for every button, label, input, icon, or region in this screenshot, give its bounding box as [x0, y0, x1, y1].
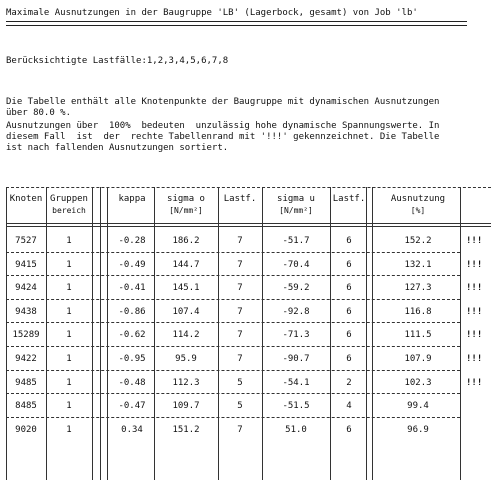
overload-marker: !!!	[466, 354, 483, 364]
table-cell: 109.7	[172, 401, 200, 412]
row-separator	[6, 275, 460, 276]
table-cell: 1	[66, 236, 72, 246]
row-separator	[6, 393, 460, 394]
table-cell: 7527	[15, 236, 37, 246]
table-cell: 9438	[15, 306, 37, 317]
table-cell: 6	[346, 283, 352, 294]
table-cell: -0.47	[118, 401, 146, 412]
table-cell: 1	[66, 377, 72, 388]
table-cell: 6	[346, 424, 352, 435]
description-line: über 80.0 %.	[6, 108, 72, 118]
row-separator	[6, 299, 460, 300]
table-cell: 1	[66, 354, 72, 364]
table-cell: -0.49	[118, 259, 146, 270]
table-cell: 1	[66, 401, 72, 412]
header-cell-unit: [N/mm²]	[279, 206, 313, 215]
table-cell: 7	[237, 424, 243, 435]
table-cell: 7	[237, 330, 243, 341]
table-cell: 6	[346, 330, 352, 341]
column-divider	[460, 187, 461, 480]
table-cell: 15289	[12, 330, 40, 341]
header-cell-unit: [%]	[410, 206, 426, 215]
description-line: ist nach fallenden Ausnutzungen sortiert.	[6, 143, 229, 153]
table-top-rule	[6, 187, 491, 188]
table-cell: 8485	[15, 401, 37, 412]
overload-marker: !!!	[466, 236, 483, 246]
table-cell: -0.86	[118, 306, 146, 317]
table-cell: 6	[346, 236, 352, 246]
table-cell: 6	[346, 306, 352, 317]
table-cell: 9485	[15, 377, 37, 388]
table-cell: 7	[237, 283, 243, 294]
table-cell: 102.3	[404, 377, 432, 388]
header-cell: Lastf.	[223, 194, 257, 204]
header-cell: Ausnutzung	[390, 194, 446, 204]
table-cell: -70.4	[282, 259, 310, 270]
table-cell: 6	[346, 354, 352, 364]
table-cell: -0.48	[118, 377, 146, 388]
table-cell: -0.95	[118, 354, 146, 364]
table-cell: -51.5	[282, 401, 310, 412]
table-cell: 9020	[15, 424, 37, 435]
header-cell: Lastf.	[332, 194, 366, 204]
table-cell: 114.2	[172, 330, 200, 341]
header-cell: kappa	[118, 194, 146, 204]
title-underline	[6, 21, 467, 26]
table-cell: 145.1	[172, 283, 200, 294]
header-cell: Gruppen	[50, 194, 88, 204]
header-cell-unit: [N/mm²]	[169, 206, 203, 215]
table-cell: 96.9	[407, 424, 429, 435]
table-cell: -59.2	[282, 283, 310, 294]
table-cell: 1	[66, 259, 72, 270]
description-line: Die Tabelle enthält alle Knotenpunkte der Baugruppe mit dynamischen Ausnutzungen	[6, 97, 440, 107]
row-separator	[6, 346, 460, 347]
header-cell: sigma u	[277, 194, 315, 204]
table-cell: 7	[237, 259, 243, 270]
table-cell: 112.3	[172, 377, 200, 388]
table-cell: 9424	[15, 283, 37, 294]
row-separator	[6, 322, 460, 323]
table-cell: 7	[237, 354, 243, 364]
table-cell: -0.28	[118, 236, 146, 246]
table-cell: -0.62	[118, 330, 146, 341]
table-cell: 151.2	[172, 424, 200, 435]
row-separator	[6, 370, 460, 371]
load-cases-line: Berücksichtigte Lastfälle:1,2,3,4,5,6,7,8	[6, 56, 229, 66]
header-cell-unit: bereich	[52, 206, 86, 215]
table-cell: 116.8	[404, 306, 432, 317]
overload-marker: !!!	[466, 330, 483, 341]
overload-marker: !!!	[466, 283, 483, 294]
table-cell: 6	[346, 259, 352, 270]
description-line: diesem Fall ist der rechte Tabellenrand mit '!!!' gekennzeichnet. Die Tabelle	[6, 132, 440, 142]
table-cell: 95.9	[175, 354, 197, 364]
table-cell: 7	[237, 236, 243, 246]
row-separator	[6, 252, 460, 253]
table-cell: -54.1	[282, 377, 310, 388]
overload-marker: !!!	[466, 259, 483, 270]
header-separator	[6, 223, 491, 227]
table-cell: -51.7	[282, 236, 310, 246]
table-cell: 186.2	[172, 236, 200, 246]
table-cell: 107.9	[404, 354, 432, 364]
table-cell: -90.7	[282, 354, 310, 364]
table-cell: 2	[346, 377, 352, 388]
table-cell: 51.0	[285, 424, 307, 435]
table-cell: 1	[66, 306, 72, 317]
table-cell: 9415	[15, 259, 37, 270]
table-cell: -92.8	[282, 306, 310, 317]
table-cell: 5	[237, 377, 243, 388]
row-separator	[6, 417, 460, 418]
table-cell: 9422	[15, 354, 37, 364]
table-cell: 5	[237, 401, 243, 412]
table-cell: 1	[66, 283, 72, 294]
description-line: Ausnutzungen über 100% bedeuten unzulässig hohe dynamische Spannungswerte. In	[6, 121, 440, 131]
table-cell: 7	[237, 306, 243, 317]
table-cell: -0.41	[118, 283, 146, 294]
table-cell: 152.2	[404, 236, 432, 246]
table-cell: -71.3	[282, 330, 310, 341]
overload-marker: !!!	[466, 377, 483, 388]
table-cell: 99.4	[407, 401, 429, 412]
table-cell: 132.1	[404, 259, 432, 270]
table-cell: 1	[66, 330, 72, 341]
table-cell: 107.4	[172, 306, 200, 317]
overload-marker: !!!	[466, 306, 483, 317]
table-cell: 4	[346, 401, 352, 412]
table-cell: 111.5	[404, 330, 432, 341]
table-cell: 144.7	[172, 259, 200, 270]
header-cell: sigma o	[167, 194, 205, 204]
table-cell: 127.3	[404, 283, 432, 294]
header-cell: Knoten	[9, 194, 43, 204]
column-divider	[100, 187, 101, 480]
table-cell: 0.34	[121, 424, 143, 435]
table-cell: 1	[66, 424, 72, 435]
document-title: Maximale Ausnutzungen in der Baugruppe 'LB' (Lagerbock, gesamt) von Job 'lb'	[6, 8, 418, 18]
